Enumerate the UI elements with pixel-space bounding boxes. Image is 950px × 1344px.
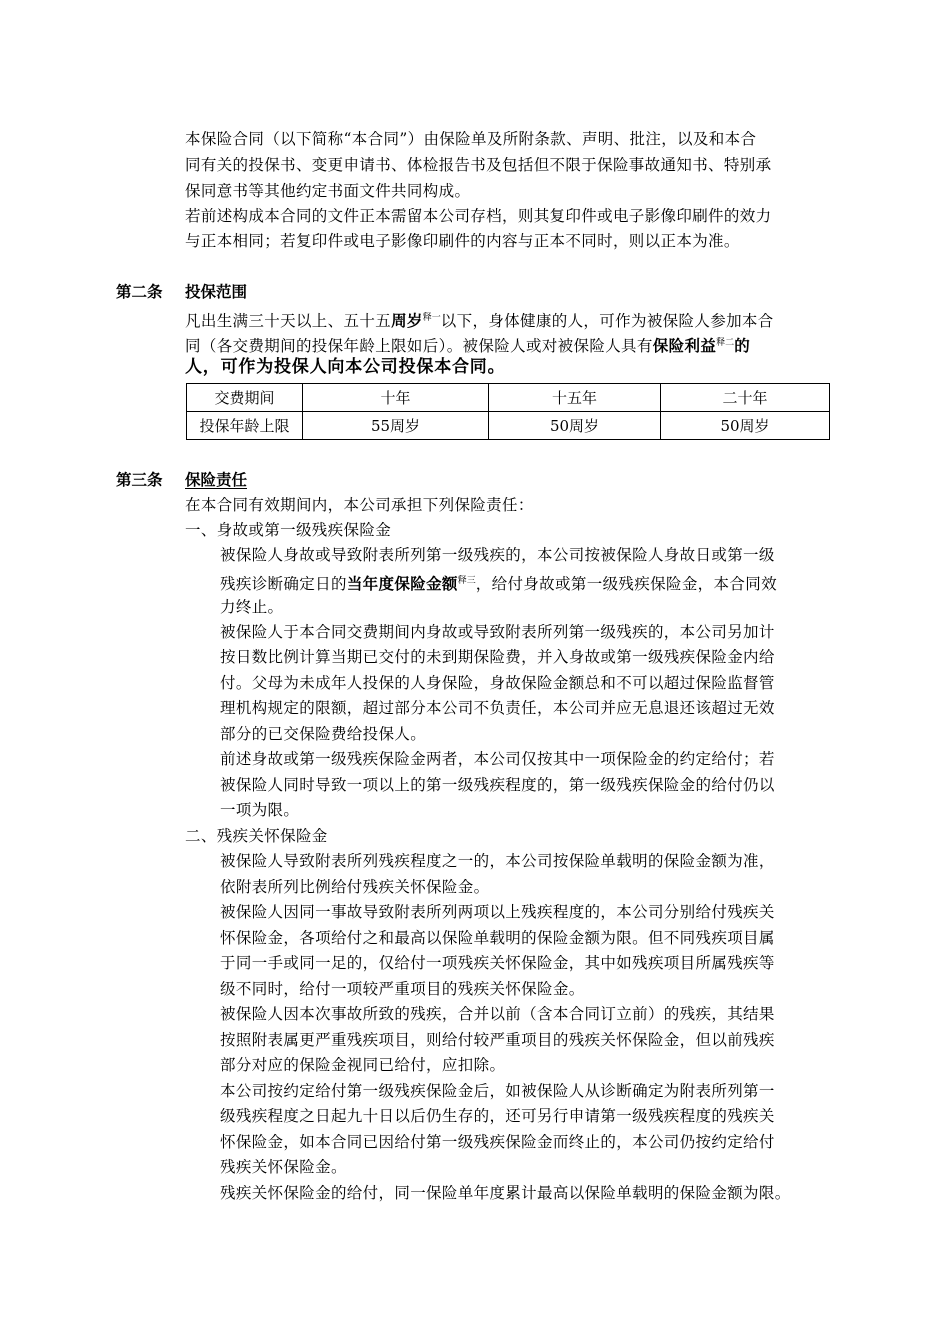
item2-line: 级残疾程度之日起九十日以后仍生存的，还可另行申请第一级残疾程度的残疾关 (220, 1107, 775, 1125)
term-insurable-interest: 保险利益 (652, 336, 717, 355)
footnote-marker: 释二 (716, 338, 735, 348)
item1-line: 被保险人同时导致一项以上的第一级残疾程度的，第一级残疾保险金的给付仍以 (220, 776, 775, 794)
text-segment: 凡出生满三十天以上、五十五 (185, 312, 392, 330)
item2-line: 按照附表属更严重残疾项目，则给付较严重项目的残疾关怀保险金，但以前残疾 (220, 1031, 775, 1049)
item2-line: 于同一手或同一足的，仅给付一项残疾关怀保险金，其中如残疾项目所属残疾等 (220, 954, 775, 972)
text-segment: 同（各交费期间的投保年龄上限如后）。被保险人或对被保险人具有 (185, 337, 653, 355)
table-cell: 50周岁 (661, 412, 830, 440)
table-header-row (187, 384, 830, 412)
table-row (187, 412, 830, 440)
article2-title: 投保范围 (185, 282, 248, 301)
item1-line: 被保险人于本合同交费期间内身故或导致附表所列第一级残疾的，本公司另加计 (220, 623, 775, 641)
item1-line: 理机构规定的限额，超过部分本公司不负责任，本公司并应无息退还该超过无效 (220, 699, 775, 717)
text-segment: 以下，身体健康的人，可作为被保险人参加本合 (440, 312, 774, 330)
item1-line: 一项为限。 (220, 801, 300, 819)
item2-line: 级不同时，给付一项较严重项目的残疾关怀保险金。 (220, 980, 585, 998)
intro-line: 同有关的投保书、变更申请书、体检报告书及包括但不限于保险事故通知书、特别承 (185, 156, 772, 174)
table-cell: 交费期间 (187, 384, 303, 412)
footnote-marker: 释三 (457, 576, 476, 586)
item1-line: 前述身故或第一级残疾保险金两者，本公司仅按其中一项保险金的约定给付；若 (220, 750, 775, 768)
item2-line: 残疾关怀保险金。 (220, 1158, 347, 1176)
table-cell: 二十年 (661, 384, 830, 412)
item1-line: 按日数比例计算当期已交付的未到期保险费，并入身故或第一级残疾保险金内给 (220, 648, 775, 666)
article3-intro: 在本合同有效期间内，本公司承担下列保险责任： (185, 496, 534, 514)
intro-line: 若前述构成本合同的文件正本需留本公司存档，则其复印件或电子影像印刷件的效力 (185, 207, 772, 225)
item2-line: 怀保险金，各项给付之和最高以保险单载明的保险金额为限。但不同残疾项目属 (220, 929, 775, 947)
item2-line: 被保险人因同一事故导致附表所列两项以上残疾程度的，本公司分别给付残疾关 (220, 903, 775, 921)
article2-line3: 人，可作为投保人向本公司投保本合同。 (185, 357, 506, 377)
table-cell: 十五年 (489, 384, 661, 412)
text-segment: ，给付身故或第一级残疾保险金，本合同效 (475, 575, 777, 593)
article3-title: 保险责任 (185, 470, 248, 489)
table-cell: 十年 (303, 384, 489, 412)
text-segment: 残疾诊断确定日的 (220, 575, 347, 593)
age-limit-table (186, 383, 830, 440)
item2-line: 本公司按约定给付第一级残疾保险金后，如被保险人从诊断确定为附表所列第一 (220, 1082, 775, 1100)
item2-line: 部分对应的保险金视同已给付，应扣除。 (220, 1056, 506, 1074)
table-cell: 投保年龄上限 (187, 412, 303, 440)
item2-line: 被保险人导致附表所列残疾程度之一的，本公司按保险单载明的保险金额为准， (220, 852, 775, 870)
article3-label: 第三条 (116, 470, 163, 489)
item2-line: 怀保险金，如本合同已因给付第一级残疾保险金而终止的，本公司仍按约定给付 (220, 1133, 775, 1151)
intro-line: 本保险合同（以下简称“本合同”）由保险单及所附条款、声明、批注，以及和本合 (185, 130, 757, 148)
item1-line (220, 570, 777, 595)
article2-line1 (185, 307, 774, 332)
item2-line: 被保险人因本次事故所致的残疾，合并以前（含本合同订立前）的残疾，其结果 (220, 1005, 775, 1023)
intro-line: 保同意书等其他约定书面文件共同构成。 (185, 182, 471, 200)
item1-line: 力终止。 (220, 598, 284, 616)
text-segment: 的 (734, 336, 751, 355)
item1-line: 被保险人身故或导致附表所列第一级残疾的，本公司按被保险人身故日或第一级 (220, 546, 775, 564)
footnote-marker: 释一 (422, 313, 441, 323)
article2-label: 第二条 (116, 282, 163, 301)
intro-line: 与正本相同；若复印件或电子影像印刷件的内容与正本不同时，则以正本为准。 (185, 232, 740, 250)
item2-line: 依附表所列比例给付残疾关怀保险金。 (220, 878, 490, 896)
item1-line: 付。父母为未成年人投保的人身保险，身故保险金额总和不可以超过保险监督管 (220, 674, 775, 692)
table-cell: 55周岁 (303, 412, 489, 440)
term-age: 周岁 (391, 311, 423, 330)
item2-line: 残疾关怀保险金的给付，同一保险单年度累计最高以保险单载明的保险金额为限。 (220, 1184, 791, 1202)
term-current-year-sum: 当年度保险金额 (346, 574, 458, 593)
table-cell: 50周岁 (489, 412, 661, 440)
item1-line: 部分的已交保险费给投保人。 (220, 725, 427, 743)
item2-heading: 二、残疾关怀保险金 (185, 827, 328, 845)
article2-line2 (185, 332, 750, 357)
item1-heading: 一、身故或第一级残疾保险金 (185, 521, 392, 539)
